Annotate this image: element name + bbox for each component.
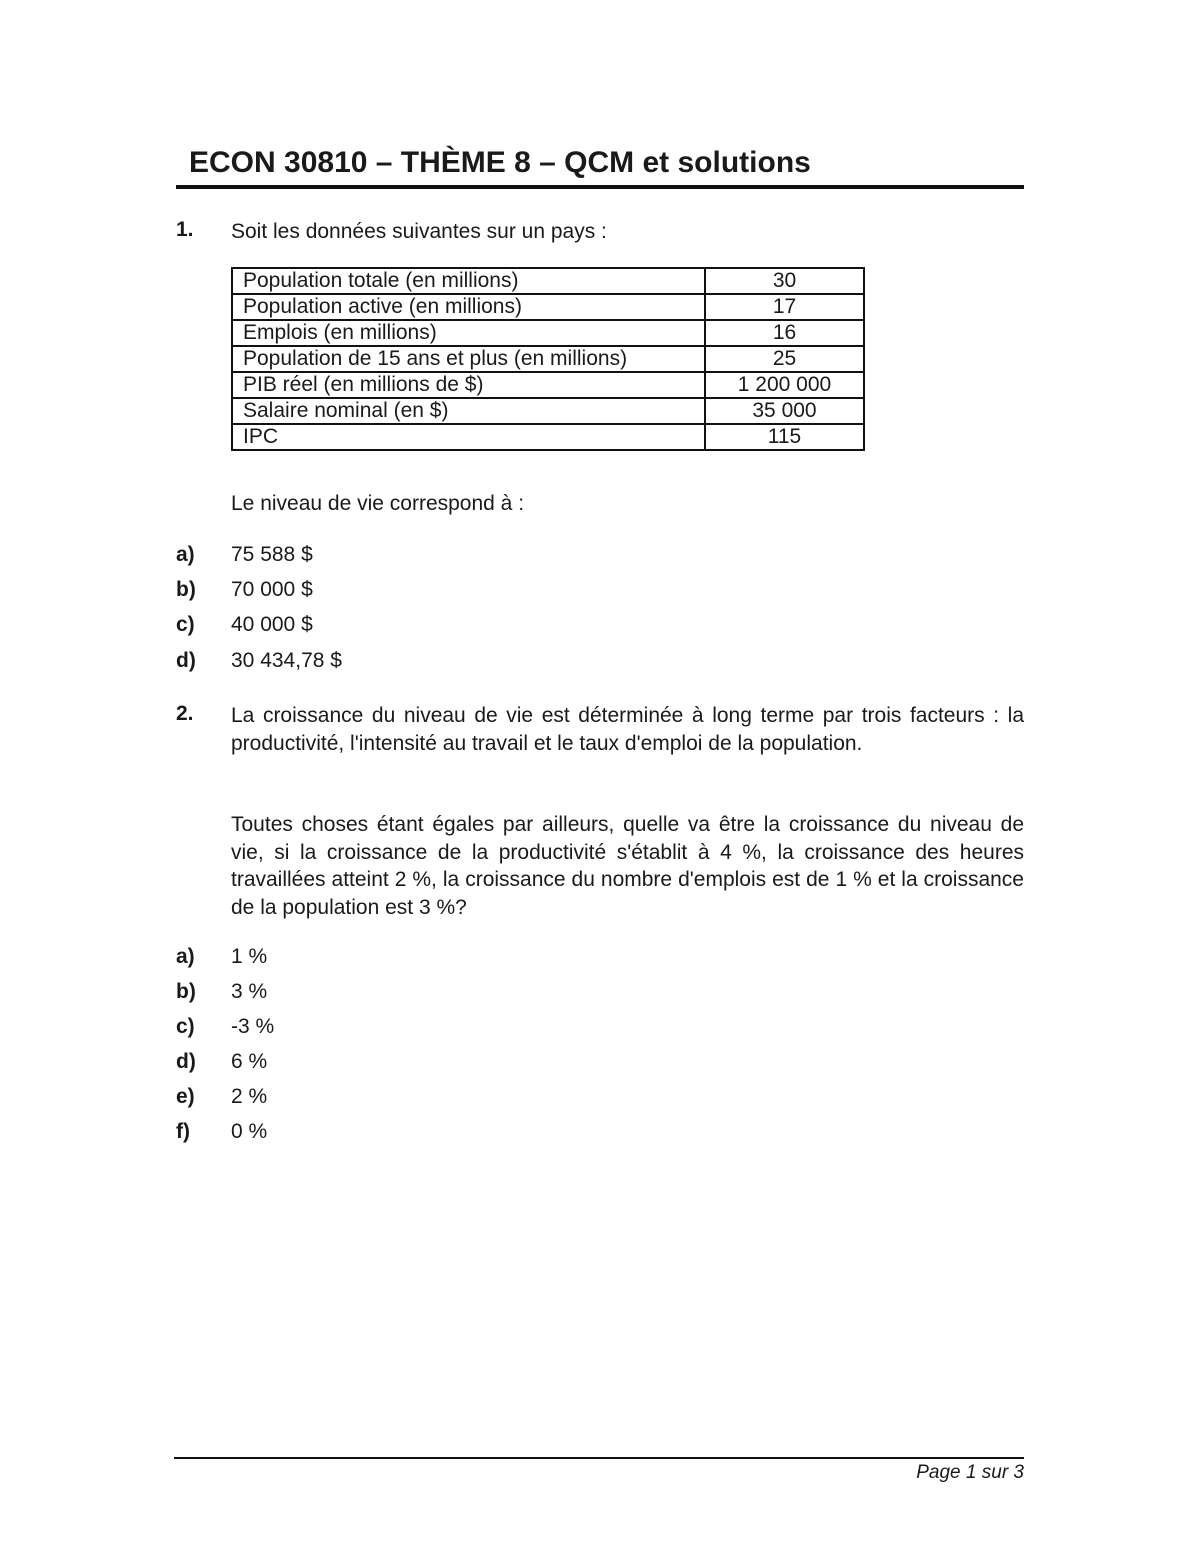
table-value-cell: 16 (705, 320, 864, 346)
option-letter: f) (176, 1120, 190, 1143)
option-letter: d) (176, 649, 196, 672)
option-text: 75 588 $ (231, 543, 313, 566)
table-row (232, 398, 864, 424)
question-1-intro: Soit les données suivantes sur un pays : (231, 220, 607, 243)
footer-divider (174, 1457, 1024, 1459)
table-value-cell: 35 000 (705, 398, 864, 424)
table-row (232, 346, 864, 372)
question-2-number: 2. (176, 702, 194, 725)
table-label-cell: Population active (en millions) (232, 294, 705, 320)
country-data-table (231, 267, 865, 451)
title-divider (176, 185, 1024, 189)
option-letter: d) (176, 1050, 196, 1073)
option-text: -3 % (231, 1015, 275, 1038)
option-text: 0 % (231, 1120, 268, 1143)
table-label-cell: Population totale (en millions) (232, 268, 705, 294)
page-title: ECON 30810 – THÈME 8 – QCM et solutions (189, 146, 811, 179)
table-row (232, 372, 864, 398)
question-2-paragraph-2: Toutes choses étant égales par ailleurs, quelle va être la croissance du niveau de vie, si la croissance de la productivité s'établit à 4 %, la croissance des heures travaillées atteint 2 %, la croissance du nombre d'emplois est de 1 % et la croissance de la population est 3 %? (231, 813, 1024, 919)
table-label-cell: Salaire nominal (en $) (232, 398, 705, 424)
table-value-cell: 17 (705, 294, 864, 320)
option-text: 3 % (231, 980, 268, 1003)
table-value-cell: 1 200 000 (705, 372, 864, 398)
table-label-cell: Emplois (en millions) (232, 320, 705, 346)
table-row (232, 424, 864, 450)
option-letter: e) (176, 1085, 195, 1108)
option-letter: c) (176, 613, 195, 636)
option-text: 1 % (231, 945, 268, 968)
table-label-cell: IPC (232, 424, 705, 450)
table-value-cell: 115 (705, 424, 864, 450)
option-text: 40 000 $ (231, 613, 313, 636)
question-1-prompt: Le niveau de vie correspond à : (231, 492, 525, 515)
option-letter: a) (176, 945, 195, 968)
option-text: 6 % (231, 1050, 268, 1073)
table-row (232, 320, 864, 346)
table-row (232, 294, 864, 320)
table-row (232, 268, 864, 294)
table-label-cell: Population de 15 ans et plus (en millions) (232, 346, 705, 372)
option-text: 30 434,78 $ (231, 649, 342, 672)
option-letter: c) (176, 1015, 195, 1038)
table-label-cell: PIB réel (en millions de $) (232, 372, 705, 398)
table-value-cell: 25 (705, 346, 864, 372)
table-value-cell: 30 (705, 268, 864, 294)
question-2-paragraph-1: La croissance du niveau de vie est déterminée à long terme par trois facteurs : la productivité, l'intensité au travail et le taux d'emploi de la population. (231, 704, 1024, 755)
option-text: 2 % (231, 1085, 268, 1108)
option-letter: b) (176, 980, 196, 1003)
option-letter: b) (176, 578, 196, 601)
option-text: 70 000 $ (231, 578, 313, 601)
question-1-number: 1. (176, 218, 194, 241)
page-number: Page 1 sur 3 (916, 1462, 1024, 1483)
option-letter: a) (176, 543, 195, 566)
